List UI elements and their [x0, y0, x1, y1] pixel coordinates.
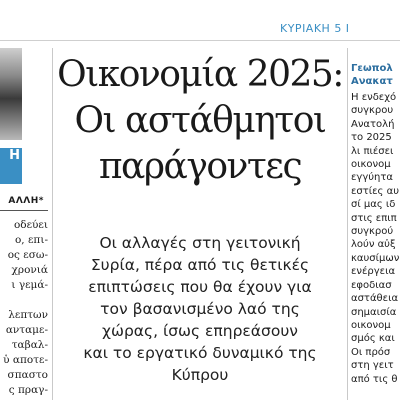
- right-text-line: σί μας ιδ: [351, 199, 396, 211]
- left-text-line: οδεύει: [13, 219, 48, 231]
- article-headline: [54, 52, 346, 190]
- headline-line: Οι αστάθμητοι: [74, 100, 326, 141]
- lead-line: Κύπρου: [171, 366, 229, 384]
- left-text-line: ς πραγ-: [8, 384, 48, 396]
- left-article-text: [0, 218, 48, 398]
- lead-line: και το εργατικό δυναμικό της: [83, 344, 317, 362]
- right-text-line: καυσίμων: [351, 252, 400, 264]
- right-text-line: στις επιπ: [351, 212, 397, 224]
- headline-line: παράγοντες: [98, 146, 302, 187]
- lead-line: τον βασανισμένο λαό της: [100, 300, 300, 318]
- right-text-line: οικονομ: [351, 159, 391, 171]
- left-text-line: ὑ αποτε-: [3, 354, 48, 366]
- right-text-line: Η ενδεχό: [351, 92, 397, 103]
- right-text-line: εστίες αυ: [351, 185, 399, 197]
- right-text-line: συγκρου: [351, 105, 394, 117]
- right-text-line: λούν αὐξ: [351, 239, 396, 251]
- header-rule: [0, 40, 400, 41]
- author-photo: [0, 48, 22, 140]
- right-text-line: στη γειτ: [351, 360, 394, 372]
- lead-line: Συρία, πέρα από τις θετικές: [90, 256, 310, 274]
- column-divider-left: [52, 48, 53, 400]
- right-text-line: εφοδιασ: [351, 279, 392, 291]
- right-subheading-line: Γεωπολ: [351, 63, 393, 74]
- right-text-line: συγκρού: [351, 226, 394, 238]
- right-text-line: εγγύητα: [351, 172, 393, 184]
- author-byline: ΑΛΛΗ*: [8, 196, 44, 206]
- byline-rule: [0, 210, 48, 211]
- right-text-line: το 2025: [351, 132, 392, 144]
- right-text-line: ενέργεια: [351, 266, 396, 278]
- right-article-text: [351, 91, 400, 386]
- right-text-line: Οι πρόσ: [351, 346, 391, 358]
- left-text-line: ταβαλ-: [11, 339, 48, 351]
- issue-dateline: ΚΥΡΙΑΚΗ 5 Ι: [280, 22, 350, 35]
- right-text-line: σημαισία: [351, 306, 397, 318]
- author-caption: Η: [9, 148, 20, 163]
- headline-line: Οικονομία 2025:: [57, 54, 343, 95]
- right-subheading-line: Ανακατ: [351, 76, 393, 87]
- left-text-line: [0, 293, 48, 308]
- lead-line: επιπτώσεις που θα έχουν για: [88, 278, 312, 296]
- author-caption-band: [0, 148, 22, 184]
- left-text-line: σπαστο: [7, 369, 48, 381]
- right-text-line: από τις θ: [351, 373, 398, 385]
- left-text-line: ανταμε-: [5, 324, 48, 336]
- right-text-line: οικονομ: [351, 319, 391, 331]
- left-text-line: ι γεμά-: [11, 279, 48, 291]
- right-text-line: λι πιέσει: [351, 145, 394, 157]
- left-text-line: χρονιά: [11, 264, 48, 276]
- column-divider-right: [347, 48, 348, 400]
- lead-line: χώρας, ίσως επηρεάσουν: [102, 322, 298, 340]
- right-text-line: Ανατολή: [351, 118, 395, 130]
- left-text-line: λεπτων: [8, 309, 48, 321]
- left-text-line: ος εσω-: [7, 249, 48, 261]
- article-lead: [56, 232, 344, 386]
- right-text-line: σμός και: [351, 333, 395, 345]
- right-text-line: αστάθεια: [351, 293, 399, 305]
- right-article-column: [351, 62, 400, 386]
- left-text-line: ο, επι-: [14, 234, 48, 246]
- lead-line: Οι αλλαγές στη γειτονική: [99, 234, 301, 252]
